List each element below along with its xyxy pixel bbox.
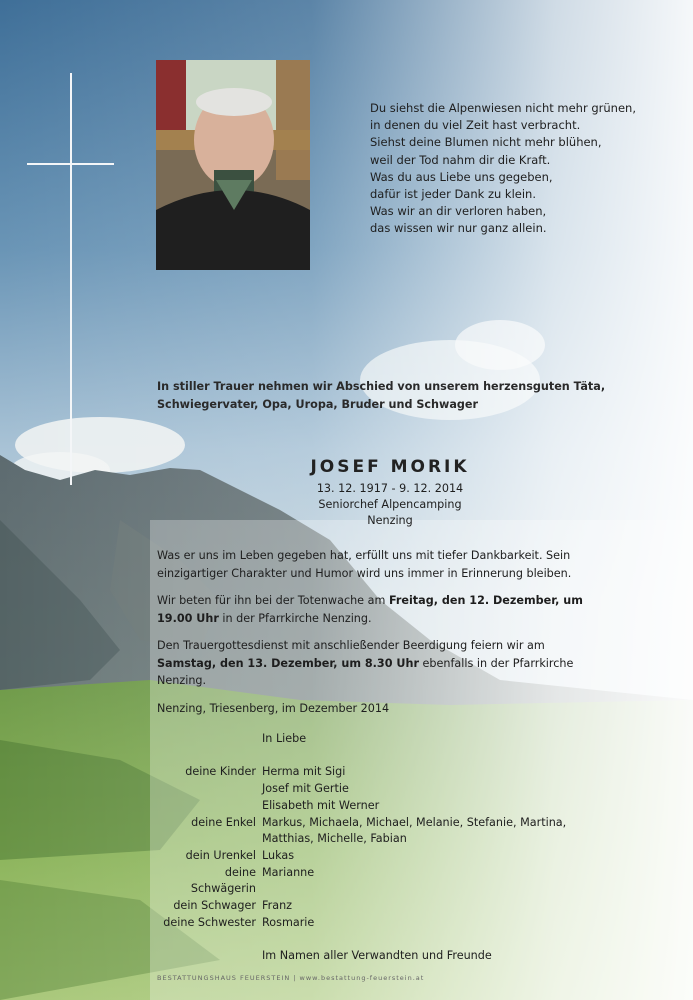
family-names: Markus, Michaela, Michael, Melanie, Stefanie, Martina, [262, 815, 567, 829]
deceased-name: JOSEF MORIK [310, 457, 470, 477]
family-names: Elisabeth mit Werner [262, 798, 380, 812]
closing-row [157, 948, 566, 965]
intro-line: In stiller Trauer nehmen wir Abschied von unserem herzensguten Täta, [157, 380, 606, 393]
family-row [157, 865, 566, 898]
family-names: Lukas [262, 848, 295, 862]
deceased-role: Seniorchef Alpencamping Nenzing [318, 498, 462, 527]
family-row [157, 798, 566, 815]
family-row [157, 815, 566, 832]
place-date: Nenzing, Triesenberg, im Dezember 2014 [157, 701, 390, 715]
wake-text: Wir beten für ihn bei der Totenwache am [157, 594, 389, 607]
poem-line: das wissen wir nur ganz allein. [370, 221, 547, 236]
funeral-datetime: Samstag, den 13. Dezember, um 8.30 Uhr [157, 656, 419, 670]
family-names: Marianne [262, 865, 315, 879]
family-relation: deine Kinder [185, 765, 256, 779]
family-relation [157, 831, 262, 848]
announcement-body [157, 547, 597, 727]
poem-line: Was wir an dir verloren haben, [370, 204, 547, 219]
family-relation: dein Urenkel [185, 848, 256, 862]
funeral-home-footer: BESTATTUNGSHAUS FEUERSTEIN | www.bestattung-feuerstein.at [157, 974, 425, 982]
funeral-paragraph [157, 637, 597, 690]
in-liebe-row [157, 731, 566, 748]
family-relation: deine Schwester [163, 915, 256, 929]
mourning-intro [157, 378, 605, 413]
wake-paragraph [157, 592, 597, 627]
poem-line: Du siehst die Alpenwiesen nicht mehr grünen, [370, 101, 636, 115]
closing-line: Im Namen aller Verwandten und Freunde [262, 949, 492, 963]
family-row [157, 848, 566, 865]
family-row [157, 915, 566, 932]
family-relation: deine Enkel [191, 815, 256, 829]
cross-horizontal-line [27, 163, 114, 165]
wake-location: in der Pfarrkirche Nenzing. [218, 611, 372, 625]
wake-datetime: Freitag, den 12. Dezember, um 19.00 Uhr [157, 594, 583, 625]
deceased-info [300, 481, 480, 529]
funeral-location: ebenfalls in der Pfarrkirche Nenzing. [157, 656, 574, 687]
family-relation [157, 798, 262, 815]
family-relation: dein Schwager [173, 899, 256, 913]
family-row [157, 764, 566, 781]
family-row [157, 831, 566, 848]
family-names: Matthias, Michelle, Fabian [262, 832, 407, 846]
poem-line: Siehst deine Blumen nicht mehr blühen, [370, 135, 602, 150]
poem-line: Was du aus Liebe uns gegeben, [370, 169, 553, 184]
poem-line: in denen du viel Zeit hast verbracht. [370, 118, 581, 133]
family-names: Herma mit Sigi [262, 765, 346, 779]
funeral-text: Den Trauergottesdienst mit anschließender Beerdigung feiern wir am [157, 639, 545, 652]
family-relation: deine Schwägerin [190, 865, 256, 896]
poem-line: weil der Tod nahm dir die Kraft. [370, 152, 551, 167]
family-relation [157, 781, 262, 798]
in-liebe: In Liebe [262, 732, 307, 745]
family-names: Rosmarie [262, 915, 315, 929]
family-row [157, 781, 566, 798]
life-dates: 13. 12. 1917 - 9. 12. 2014 [316, 482, 464, 495]
cross-vertical-line [70, 73, 72, 485]
family-row [157, 898, 566, 915]
intro-line: Schwiegervater, Opa, Uropa, Bruder und Schwager [157, 397, 479, 411]
poem [370, 100, 636, 238]
poem-line: dafür ist jeder Dank zu klein. [370, 187, 537, 202]
family-names: Josef mit Gertie [262, 782, 349, 796]
gratitude-paragraph: Was er uns im Leben gegeben hat, erfüllt uns mit tiefer Dankbarkeit. Sein einzigartiger Charakter und Humor wird uns immer in Erinnerung bleiben. [157, 549, 572, 580]
family-names: Franz [262, 899, 293, 913]
portrait-photo [156, 60, 310, 270]
family-list [157, 731, 566, 965]
